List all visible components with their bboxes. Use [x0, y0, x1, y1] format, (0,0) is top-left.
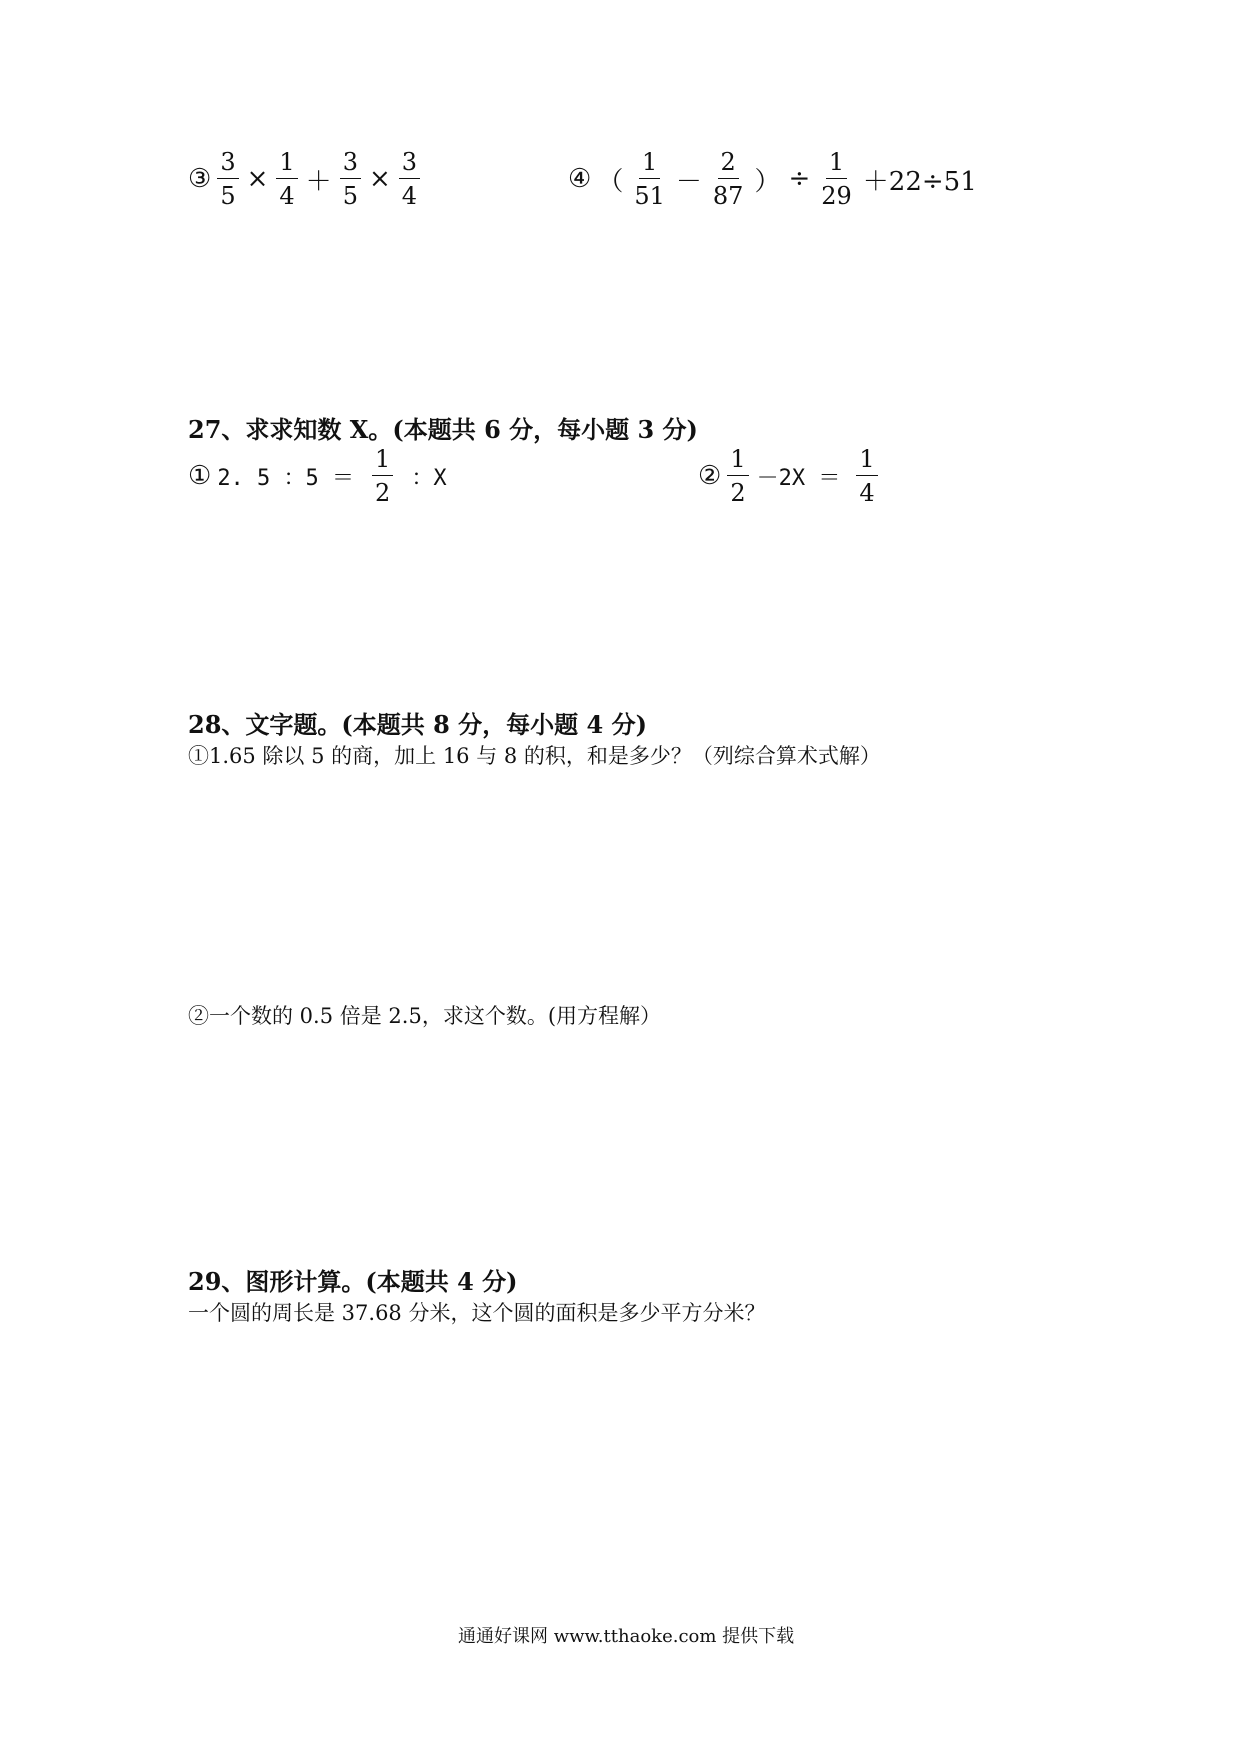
fraction: $\frac{1}{4}$: [276, 150, 297, 208]
operator: －: [675, 166, 702, 197]
equation-1: ① 2. 5 ：5 ＝ $\frac{1}{2}$ ：X: [188, 445, 447, 507]
question-29-heading: 29、图形计算。(本题共 4 分): [188, 1267, 518, 1296]
operator: ÷: [788, 164, 811, 194]
item-marker: ①: [188, 461, 212, 491]
expression-4: ④ （ $\frac{1}{51}$ － $\frac{2}{87}$ ） ÷ $\frac{1}{29}$ ＋22÷51: [568, 148, 977, 210]
fraction: $\frac{1}{4}$: [856, 447, 877, 505]
operator: ×: [246, 164, 269, 194]
operator: ×: [368, 164, 391, 194]
item-marker: ②: [698, 461, 722, 491]
item-marker: ④: [568, 164, 592, 194]
equation-2: ② $\frac{1}{2}$ －2X ＝ $\frac{1}{4}$: [698, 447, 882, 505]
fraction: $\frac{2}{87}$: [712, 148, 744, 210]
question-28-item-2: ②一个数的 0.5 倍是 2.5，求这个数。(用方程解）: [188, 1004, 662, 1028]
fraction: $\frac{1}{2}$: [372, 447, 393, 505]
operator: ＋: [305, 166, 332, 197]
question-27-heading: 27、求求知数 X。(本题共 6 分，每小题 3 分): [188, 415, 698, 444]
fraction: $\frac{1}{51}$: [634, 148, 665, 210]
question-28-heading: 28、文字题。(本题共 8 分，每小题 4 分): [188, 710, 647, 739]
expression-3: [188, 150, 424, 208]
question-29-text: 一个圆的周长是 37.68 分米，这个圆的面积是多少平方分米？: [188, 1301, 766, 1325]
question-28-item-1: ①1.65 除以 5 的商，加上 16 与 8 的积，和是多少？（列综合算术式解）: [188, 744, 881, 768]
fraction: $\frac{1}{29}$: [821, 148, 852, 210]
fraction: $\frac{3}{5}$: [340, 150, 361, 208]
fraction: $\frac{3}{5}$: [217, 150, 238, 208]
item-marker: ③: [188, 164, 212, 194]
fraction: $\frac{3}{4}$: [399, 150, 420, 208]
fraction: $\frac{1}{2}$: [727, 447, 748, 505]
footer-text: 通通好课网 www.tthaoke.com 提供下载: [458, 1626, 795, 1647]
